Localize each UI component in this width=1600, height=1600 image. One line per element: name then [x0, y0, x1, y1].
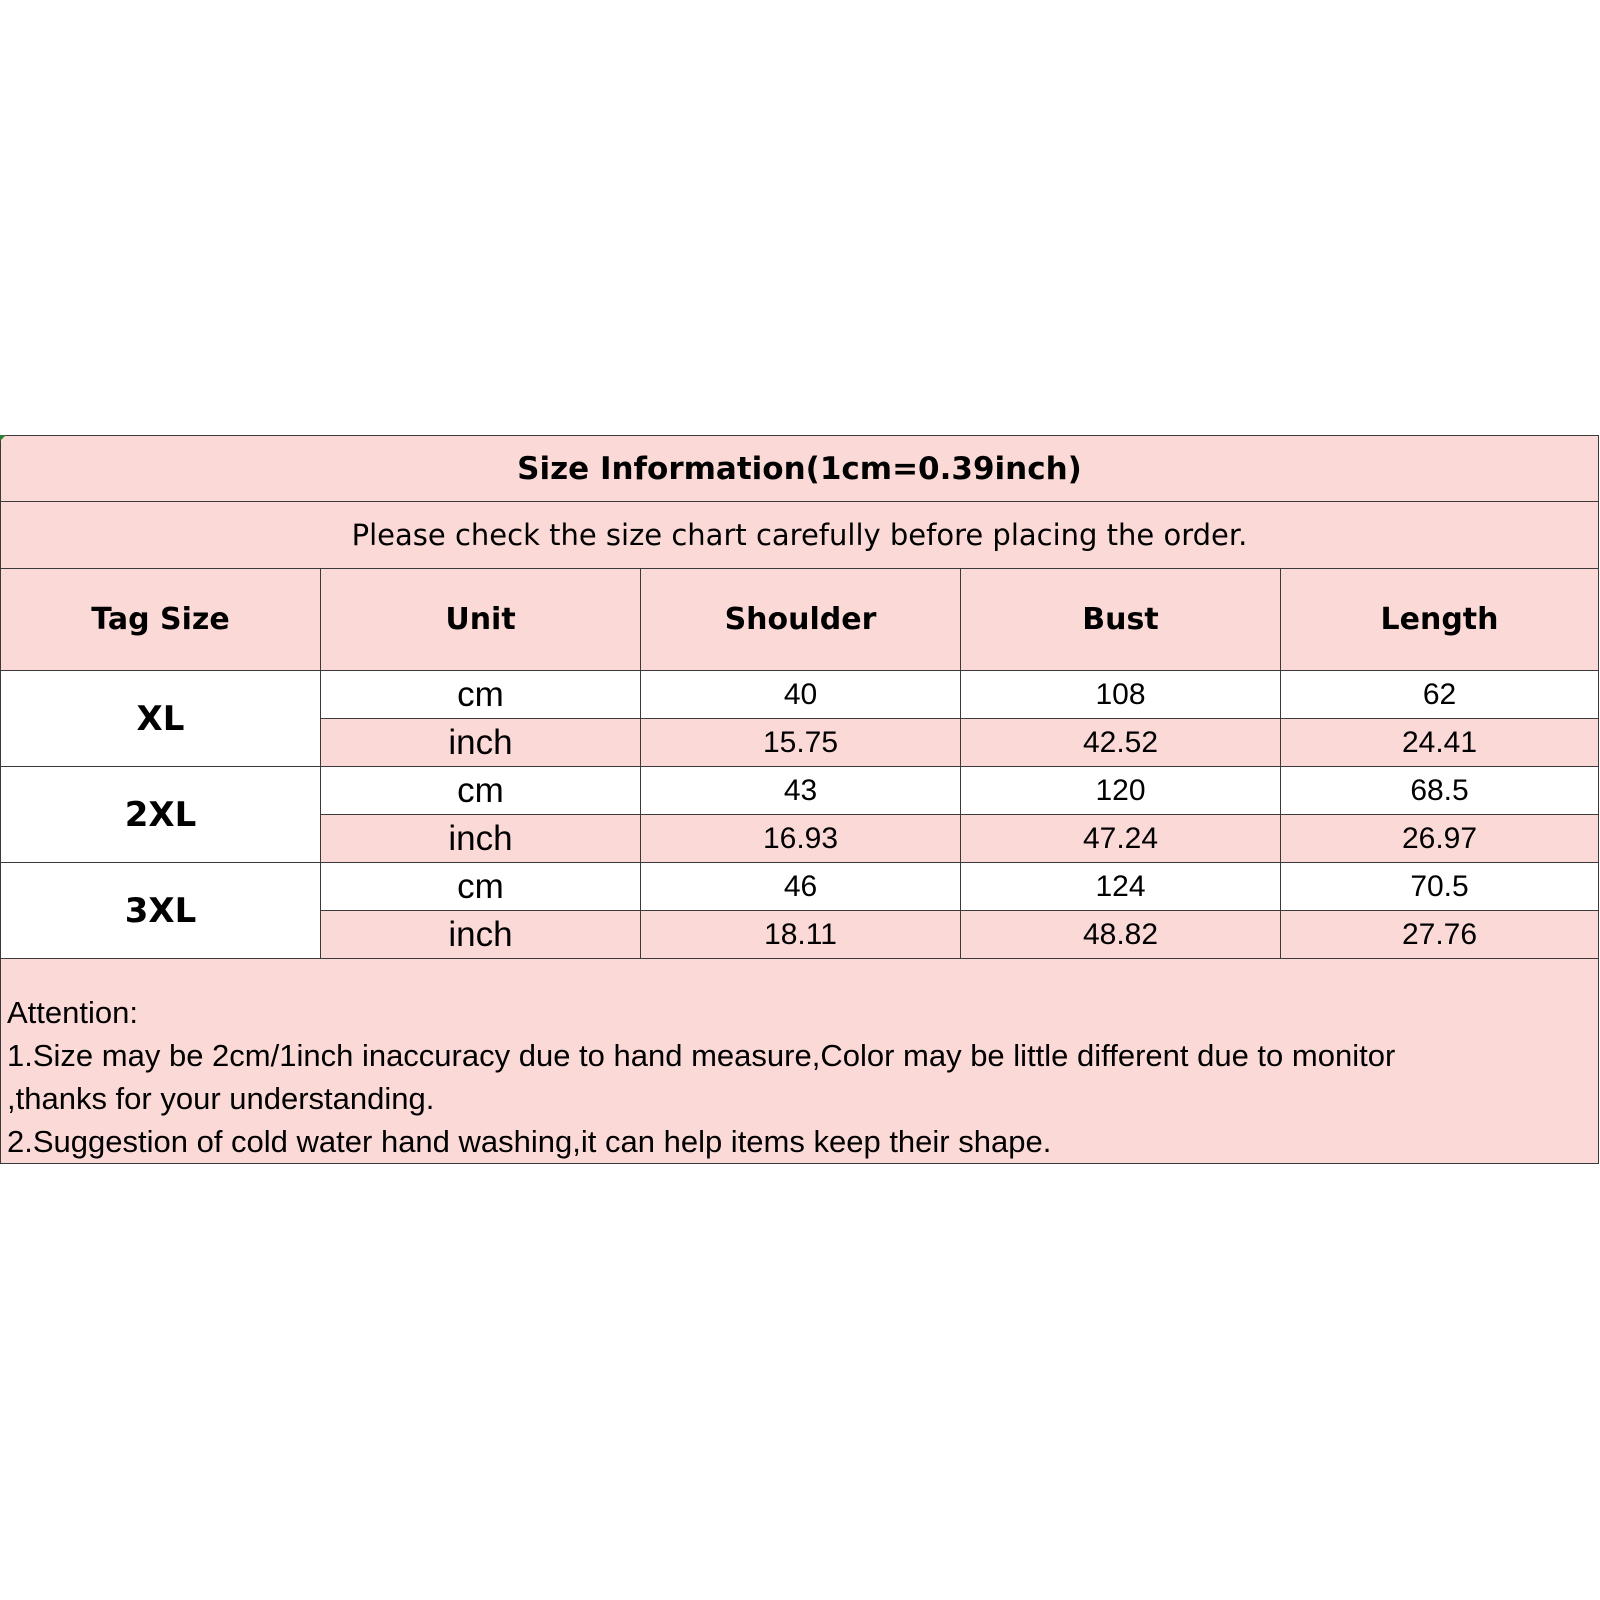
tag-size-cell: 3XL	[1, 863, 321, 959]
unit-cell: inch	[321, 719, 641, 767]
length-cell: 24.41	[1281, 719, 1599, 767]
header-bust: Bust	[961, 569, 1281, 671]
table-row	[1, 863, 1599, 911]
table-row	[1, 671, 1599, 719]
bust-cell: 124	[961, 863, 1281, 911]
unit-cell: inch	[321, 911, 641, 959]
chart-subtitle: Please check the size chart carefully before placing the order.	[1, 502, 1599, 569]
table-row	[1, 767, 1599, 815]
length-cell: 70.5	[1281, 863, 1599, 911]
size-chart-table	[0, 435, 1599, 1164]
shoulder-cell: 46	[641, 863, 961, 911]
bust-cell: 48.82	[961, 911, 1281, 959]
shoulder-cell: 18.11	[641, 911, 961, 959]
attention-notes	[1, 959, 1599, 1164]
shoulder-cell: 16.93	[641, 815, 961, 863]
corner-marker	[0, 435, 6, 441]
note-line-1-continued: ,thanks for your understanding.	[7, 1081, 435, 1116]
bust-cell: 42.52	[961, 719, 1281, 767]
unit-cell: cm	[321, 671, 641, 719]
note-line-1: 1.Size may be 2cm/1inch inaccuracy due to hand measure,Color may be little different due to monitor	[7, 1038, 1396, 1073]
bust-cell: 108	[961, 671, 1281, 719]
length-cell: 68.5	[1281, 767, 1599, 815]
unit-cell: cm	[321, 863, 641, 911]
subtitle-row	[1, 502, 1599, 569]
unit-cell: inch	[321, 815, 641, 863]
bust-cell: 120	[961, 767, 1281, 815]
chart-title: Size Information(1cm=0.39inch)	[1, 436, 1599, 502]
notes-body	[1, 959, 1598, 1163]
shoulder-cell: 43	[641, 767, 961, 815]
unit-cell: cm	[321, 767, 641, 815]
tag-size-cell: 2XL	[1, 767, 321, 863]
bust-cell: 47.24	[961, 815, 1281, 863]
shoulder-cell: 15.75	[641, 719, 961, 767]
note-line-2: 2.Suggestion of cold water hand washing,it can help items keep their shape.	[7, 1124, 1052, 1159]
header-unit: Unit	[321, 569, 641, 671]
header-tag-size: Tag Size	[1, 569, 321, 671]
length-cell: 27.76	[1281, 911, 1599, 959]
header-row	[1, 569, 1599, 671]
header-length: Length	[1281, 569, 1599, 671]
header-shoulder: Shoulder	[641, 569, 961, 671]
length-cell: 26.97	[1281, 815, 1599, 863]
tag-size-cell: XL	[1, 671, 321, 767]
title-row	[1, 436, 1599, 502]
shoulder-cell: 40	[641, 671, 961, 719]
attention-heading: Attention:	[7, 995, 138, 1030]
length-cell: 62	[1281, 671, 1599, 719]
notes-row	[1, 959, 1599, 1164]
